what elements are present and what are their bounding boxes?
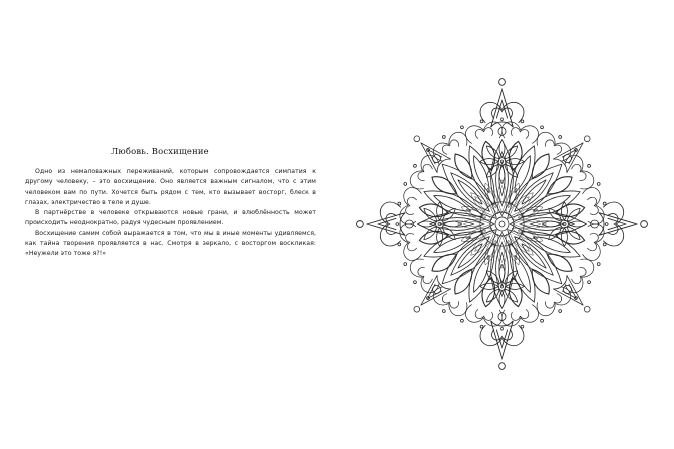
mandala-illustration: [351, 73, 653, 375]
paragraph-2: В партнёрстве в человеке открываются новые грани, и влюблённость может происходить неоднократно, радуя чудесным проявлением.: [25, 209, 316, 227]
paragraph-1: Одно из немаловажных переживаний, которым сопровождается симпатия к другому человеку, – это восхищение. Оно является важным сигналом, что с этим человеком вам по пути. Хочется быть рядом с тем, кто вызывает восторг, блеск в глазах, электричество в теле и душе.: [25, 168, 316, 206]
mandala-icon: [351, 73, 653, 375]
paragraph-3: Восхищение самим собой выражается в том, что мы в иные моменты удивляемся, как тайна творения проявляется в нас. Смотря в зеркало, с восторгом воскликая: «Неужели это тоже я?!»: [25, 229, 316, 258]
page-title: Любовь. Восхищение: [111, 146, 209, 156]
text-block: [25, 167, 316, 260]
